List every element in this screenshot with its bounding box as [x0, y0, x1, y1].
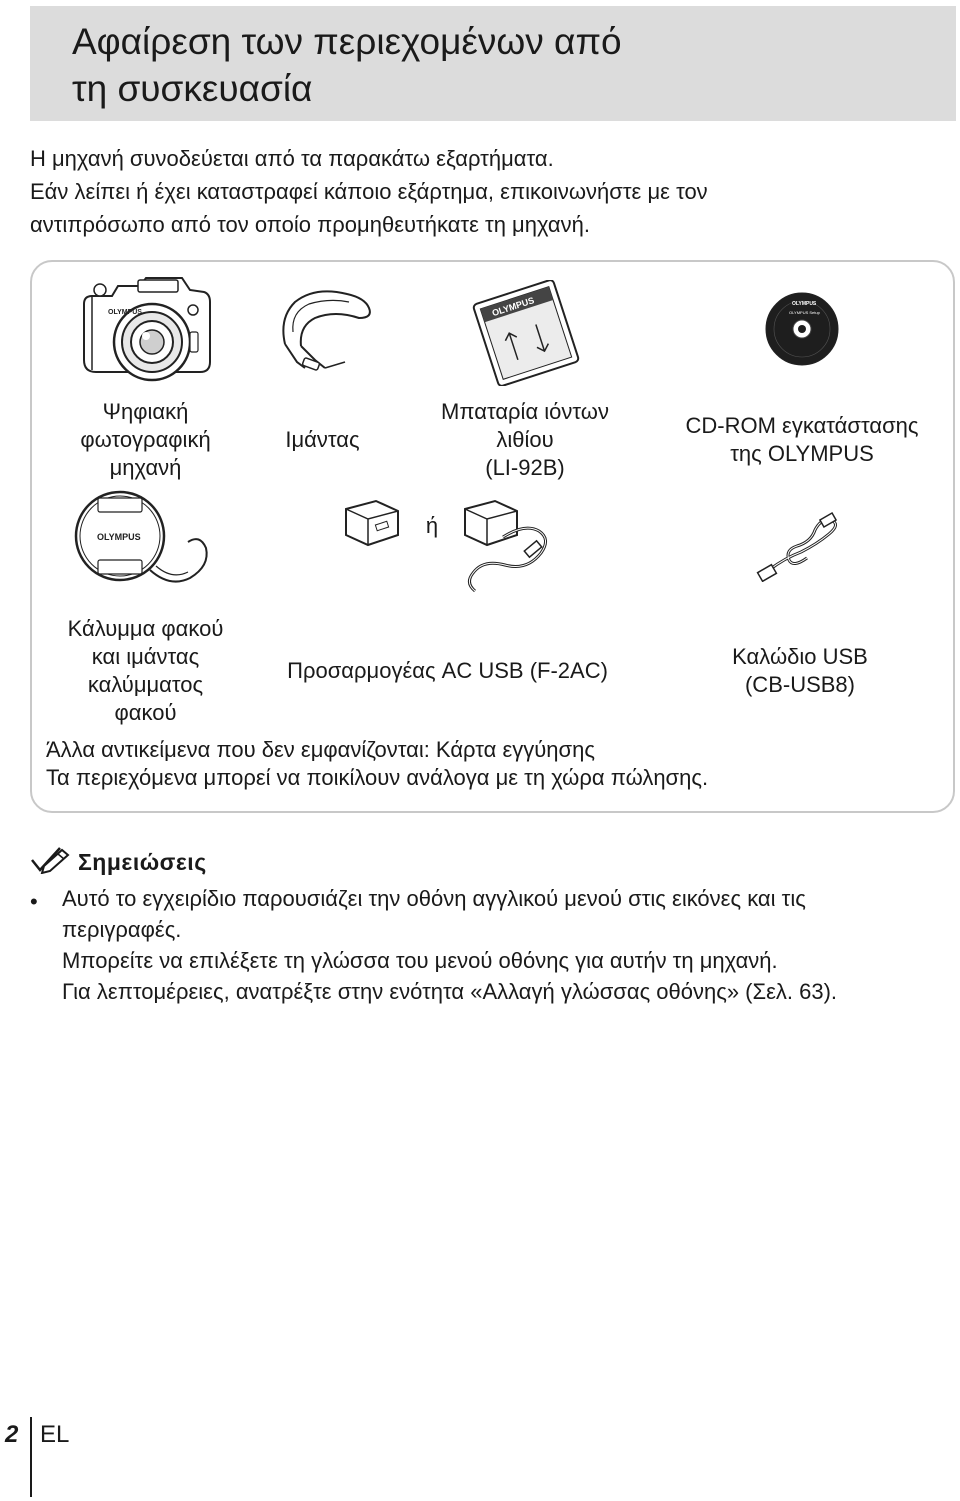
- usb-cable-caption: [690, 643, 910, 699]
- lens-cap-caption-line-1: Κάλυμμα φακού: [67, 616, 224, 641]
- cdrom-caption: [660, 412, 944, 468]
- note-line-1: Αυτό το εγχειρίδιο παρουσιάζει την οθόνη αγγλικού μενού στις εικόνες και τις: [62, 886, 806, 911]
- note-line-2: περιγραφές.: [62, 917, 182, 942]
- lens-cap-caption-line-2: και ιμάντας: [91, 644, 200, 669]
- note-line-4: Για λεπτομέρειες, ανατρέξτε στην ενότητα «Αλλαγή γλώσσας οθόνης» (Σελ. 63).: [62, 979, 838, 1004]
- svg-text:OLYMPUS: OLYMPUS: [97, 532, 141, 542]
- strap-caption-line: Ιμάντας: [285, 427, 360, 452]
- camera-caption-line-1: Ψηφιακή: [102, 399, 189, 424]
- note-line-3: Μπορείτε να επιλέξετε τη γλώσσα του μενού οθόνης για αυτήν τη μηχανή.: [62, 948, 778, 973]
- camera-caption-line-3: μηχανή: [109, 455, 182, 480]
- camera-icon: [78, 270, 216, 392]
- battery-caption-line-1: Μπαταρία ιόντων: [441, 399, 609, 424]
- lens-cap-illustration: [70, 488, 215, 596]
- cdrom-illustration: [765, 292, 839, 366]
- page-footer-divider: [30, 1417, 32, 1497]
- or-text: ή: [425, 513, 439, 538]
- usb-cable-caption-line-2: (CB-USB8): [744, 672, 855, 697]
- svg-text:OLYMPUS Setup: OLYMPUS Setup: [789, 310, 820, 315]
- ac-adapter-cable-icon: [455, 495, 555, 595]
- adapter-cable-illustration: [455, 495, 555, 595]
- battery-caption: [420, 398, 630, 482]
- usb-cable-illustration: [755, 512, 845, 582]
- intro-line-2: Εάν λείπει ή έχει καταστραφεί κάποιο εξάρτημα, επικοινωνήστε με τον: [30, 179, 708, 204]
- camera-illustration: [78, 270, 216, 392]
- note-bullet: •: [30, 889, 38, 914]
- page-number: 2: [5, 1421, 19, 1448]
- strap-caption: [265, 426, 380, 454]
- page-title-line-1: Αφαίρεση των περιεχομένων από: [72, 21, 622, 62]
- page-language: EL: [40, 1421, 70, 1448]
- page-title: [72, 18, 852, 112]
- notes-title: Σημειώσεις: [78, 848, 207, 875]
- cdrom-caption-line-2: της OLYMPUS: [730, 441, 874, 466]
- usb-cable-icon: [755, 512, 845, 582]
- note-text: [62, 883, 952, 1007]
- intro-paragraph: [30, 142, 940, 241]
- battery-caption-line-2: λιθίου: [496, 427, 554, 452]
- adapter-small-illustration: [340, 495, 402, 550]
- lens-cap-caption-line-3: καλύμματος: [87, 672, 204, 697]
- lens-cap-icon: [70, 488, 215, 596]
- adapter-caption-line: Προσαρμογέας AC USB (F-2AC): [287, 658, 608, 683]
- battery-illustration: [470, 280, 582, 386]
- battery-caption-line-3: (LI-92B): [485, 455, 565, 480]
- cdrom-caption-line-1: CD-ROM εγκατάστασης: [685, 413, 919, 438]
- cd-disc-icon: [765, 292, 839, 366]
- intro-line-3: αντιπρόσωπο από τον οποίο προμηθευτήκατε τη μηχανή.: [30, 212, 590, 237]
- pencil-check-icon: [30, 846, 70, 879]
- notes-heading: [30, 845, 207, 879]
- usb-cable-caption-line-1: Καλώδιο USB: [732, 644, 868, 669]
- camera-caption-line-2: φωτογραφική: [80, 427, 211, 452]
- box-footer-line-1: Άλλα αντικείμενα που δεν εμφανίζονται: Κάρτα εγγύησης: [46, 737, 595, 762]
- battery-icon: [470, 280, 582, 386]
- page-title-line-2: τη συσκευασία: [72, 68, 313, 109]
- svg-text:OLYMPUS: OLYMPUS: [490, 295, 536, 319]
- svg-text:OLYMPUS: OLYMPUS: [108, 309, 142, 316]
- lens-cap-caption: [48, 615, 243, 727]
- camera-caption: [48, 398, 243, 482]
- ac-adapter-icon: [340, 495, 402, 550]
- intro-line-1: Η μηχανή συνοδεύεται από τα παρακάτω εξαρτήματα.: [30, 146, 554, 171]
- or-caption: [418, 512, 446, 540]
- strap-illustration: [275, 288, 375, 374]
- box-footer-line-2: Τα περιεχόμενα μπορεί να ποικίλουν ανάλογα με τη χώρα πώλησης.: [46, 765, 709, 790]
- svg-text:OLYMPUS: OLYMPUS: [792, 301, 817, 307]
- strap-icon: [275, 288, 375, 374]
- adapter-caption: [255, 657, 640, 685]
- lens-cap-caption-line-4: φακού: [114, 700, 177, 725]
